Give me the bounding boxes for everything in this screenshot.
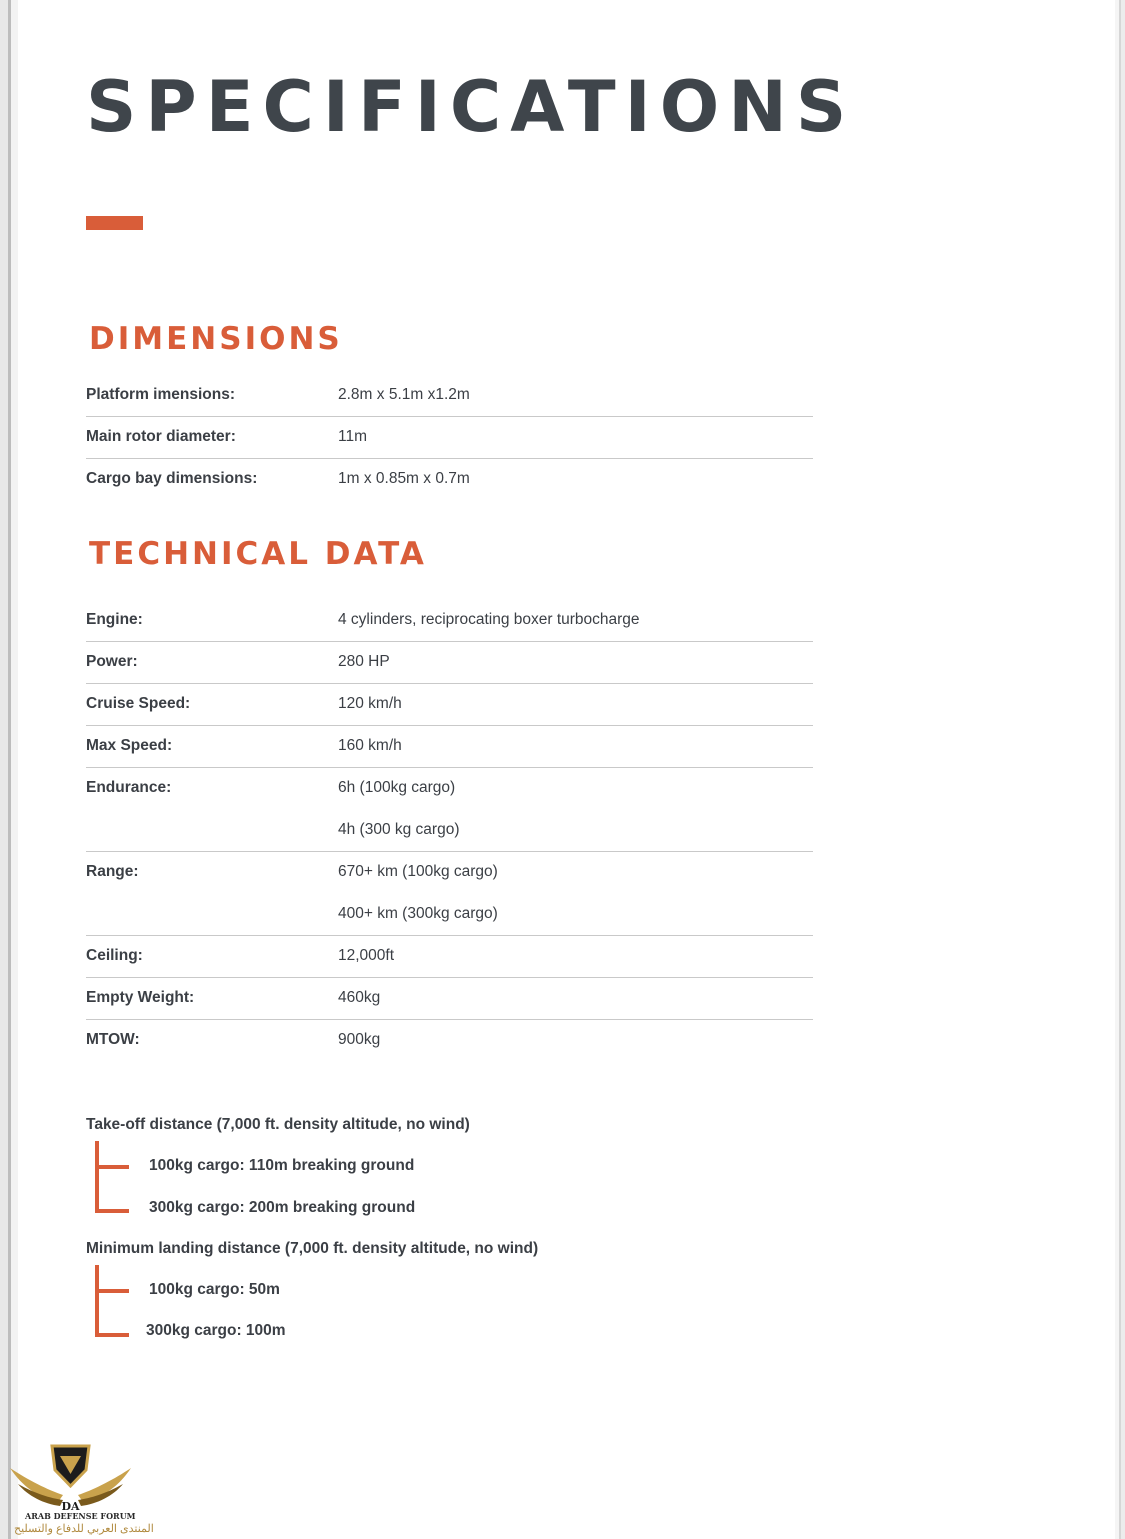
landing-item: 300kg cargo: 100m <box>146 1322 286 1339</box>
spec-label: Range: <box>86 863 139 880</box>
spec-value: 670+ km (100kg cargo) <box>338 863 498 880</box>
logo-arabic-text: المنتدى العربي للدفاع والتسليح <box>14 1523 154 1535</box>
logo-text: ARAB DEFENSE FORUM <box>25 1511 136 1521</box>
landing-item: 100kg cargo: 50m <box>149 1281 280 1298</box>
spec-label: Engine: <box>86 611 143 628</box>
spec-row <box>86 852 813 936</box>
spec-value: 900kg <box>338 1031 381 1048</box>
spec-label: MTOW: <box>86 1031 140 1048</box>
takeoff-heading: Take-off distance (7,000 ft. density altitude, no wind) <box>86 1116 470 1133</box>
spec-row <box>86 768 813 852</box>
spec-row <box>86 642 813 684</box>
spec-value: 6h (100kg cargo) <box>338 779 456 796</box>
title-accent-bar <box>86 216 143 230</box>
page-title: SPECIFICATIONS <box>86 66 856 148</box>
logo-initials: DA <box>61 1500 80 1513</box>
spec-value: 460kg <box>338 989 381 1006</box>
takeoff-item: 100kg cargo: 110m breaking ground <box>149 1157 415 1174</box>
spec-row <box>86 684 813 726</box>
spec-value: 11m <box>338 428 368 445</box>
spec-value: 120 km/h <box>338 695 402 712</box>
spec-row <box>86 1020 813 1061</box>
spec-label: Main rotor diameter: <box>86 428 236 445</box>
page-edge-left <box>0 0 18 1539</box>
spec-row <box>86 936 813 978</box>
technical-table <box>86 600 813 1061</box>
spec-label: Ceiling: <box>86 947 143 964</box>
takeoff-bracket-icon <box>95 1141 129 1213</box>
spec-row <box>86 726 813 768</box>
spec-value: 160 km/h <box>338 737 402 754</box>
dimensions-table <box>86 375 813 500</box>
spec-value-secondary: 400+ km (300kg cargo) <box>338 905 498 922</box>
spec-label: Cargo bay dimensions: <box>86 470 258 487</box>
spec-row <box>86 978 813 1020</box>
spec-row <box>86 375 813 417</box>
spec-label: Max Speed: <box>86 737 173 754</box>
landing-heading: Minimum landing distance (7,000 ft. density altitude, no wind) <box>86 1240 539 1257</box>
spec-value: 1m x 0.85m x 0.7m <box>338 470 470 487</box>
spec-row <box>86 417 813 459</box>
spec-value: 2.8m x 5.1m x1.2m <box>338 386 470 403</box>
spec-value-secondary: 4h (300 kg cargo) <box>338 821 460 838</box>
landing-bracket-icon <box>95 1265 129 1337</box>
spec-row <box>86 459 813 500</box>
spec-row <box>86 600 813 642</box>
spec-value: 12,000ft <box>338 947 395 964</box>
spec-label: Endurance: <box>86 779 172 796</box>
dimensions-heading: DIMENSIONS <box>89 321 343 357</box>
spec-label: Empty Weight: <box>86 989 195 1006</box>
takeoff-item: 300kg cargo: 200m breaking ground <box>149 1199 416 1216</box>
spec-value: 280 HP <box>338 653 390 670</box>
spec-value: 4 cylinders, reciprocating boxer turbocharge <box>338 611 640 628</box>
spec-label: Platform imensions: <box>86 386 235 403</box>
page-edge-right <box>1115 0 1125 1539</box>
spec-label: Cruise Speed: <box>86 695 191 712</box>
spec-label: Power: <box>86 653 138 670</box>
technical-heading: TECHNICAL DATA <box>89 536 427 572</box>
